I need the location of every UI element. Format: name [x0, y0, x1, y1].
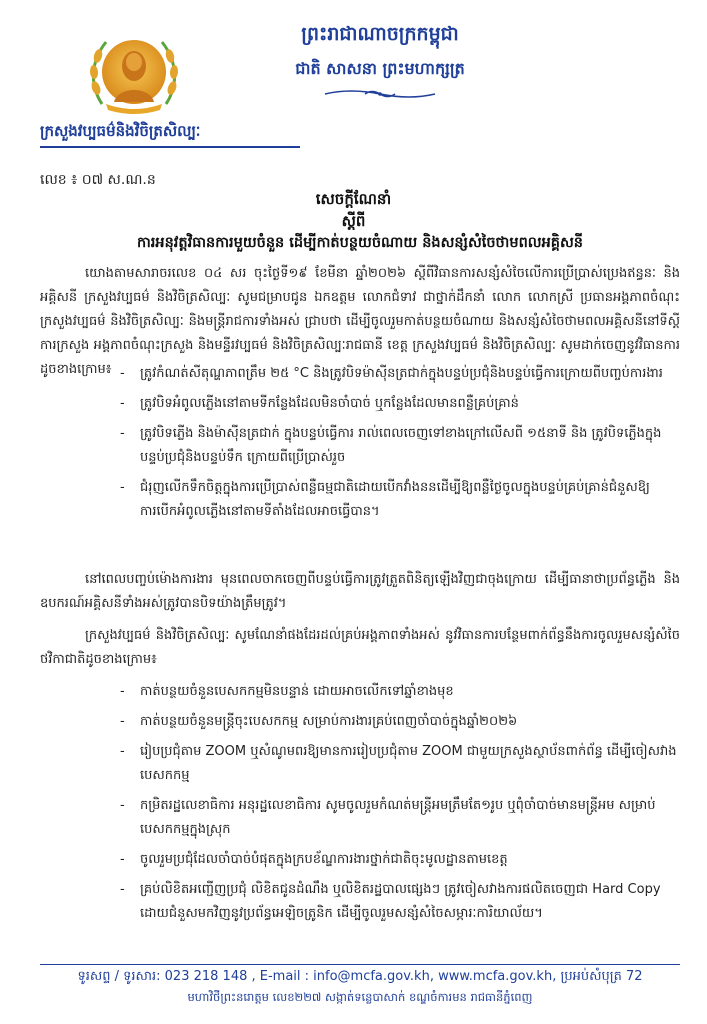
list-item: - ជំរុញលើកទឹកចិត្តក្នុងការប្រើប្រាស់ពន្លឺធម្មជាតិដោយបើកវាំងននដើម្បីឱ្យពន្លឺថ្ងៃចូលក្នុងបន្ទប់គ្រប់គ្រាន់ជំនួសឱ្យការបើកអំពូលភ្លើងនៅតាមទីតាំងដែលអាចធ្វើបាន។ — [120, 480, 650, 519]
ministry-emblem-icon — [84, 26, 184, 116]
budget-measures-list — [120, 680, 680, 932]
footer-divider — [40, 964, 680, 965]
intro-paragraph: យោងតាមសារាចរលេខ ០៤ សរ ចុះថ្ងៃទី១៩ ខែមីនា ឆ្នាំ២០២៦ ស្តីពីវិធានការសន្សំសំចៃលើការប្រើប្រាស់ប្រេងឥន្ធនៈ និងអគ្គិសនី ក្រសួងវប្បធម៌ និងវិចិត្រសិល្បៈ សូមជម្រាបជូន ឯកឧត្តម លោកជំទាវ ជាថ្នាក់ដឹកនាំ លោក លោកស្រី ប្រធានអង្គភាពចំណុះក្រសួងវប្បធម៌ និងវិចិត្រសិល្បៈ និងមន្ត្រីរាជការទាំងអស់ ជ្រាបថា ដើម្បីចូលរួមកាត់បន្ថយចំណាយ និងសន្សំសំចៃថាមពលអគ្គិសនីនៅទីស្តីការក្រសួង អង្គភាពចំណុះក្រសួង និងមន្ទីរវប្បធម៌ និងវិចិត្រសិល្បៈរាជធានី ខេត្ត ក្រសួងវប្បធម៌ និងវិចិត្រសិល្បៈ សូមដាក់ចេញនូវវិធានការដូចខាងក្រោម៖ — [40, 266, 680, 377]
reference-number: លេខ ៖ ០៧ ស.ណ.ន — [40, 172, 156, 188]
closing-check-paragraph: នៅពេលបញ្ចប់ម៉ោងការងារ មុនពេលចាកចេញពីបន្ទប់ធ្វើការត្រូវត្រួតពិនិត្យឡើងវិញជាចុងក្រោយ ដើម្បីធានាថាប្រព័ន្ធភ្លើង និងឧបករណ៍អគ្គិសនីទាំងអស់ត្រូវបានបិទយ៉ាងត្រឹមត្រូវ។ — [40, 572, 680, 611]
measures-list — [120, 362, 680, 530]
list-item-text: រៀបប្រជុំតាម ZOOM ឬសំណូមពរឱ្យមានការរៀបប្រជុំតាម ZOOM ជាមួយក្រសួងស្ថាប័នពាក់ព័ន្ធ ដើម្បីចៀសវាងបេសកកម្ម — [140, 744, 677, 783]
list-item-text: ចូលរួមប្រជុំដែលចាំបាច់បំផុតក្នុងក្របខ័ណ្ឌការងារថ្នាក់ជាតិចុះមូលដ្ឋានតាមខេត្ត — [140, 852, 508, 867]
list-item: - ត្រូវបិទភ្លើង និងម៉ាស៊ីនត្រជាក់ ក្នុងបន្ទប់ធ្វើការ រាល់ពេលចេញទៅខាងក្រៅលើសពី ១៥នាទី និង ត្រូវបិទភ្លើងក្នុងបន្ទប់ប្រជុំនិងបន្ទប់ទឹក ក្រោយពីប្រើប្រាស់រួច — [120, 426, 662, 465]
list-item: - រៀបប្រជុំតាម ZOOM ឬសំណូមពរឱ្យមានការរៀបប្រជុំតាម ZOOM ជាមួយក្រសួងស្ថាប័នពាក់ព័ន្ធ ដើម្បីចៀសវាងបេសកកម្ម — [120, 744, 677, 783]
additional-measures-paragraph: ក្រសួងវប្បធម៌ និងវិចិត្រសិល្បៈ សូមណែនាំផងដែរដល់គ្រប់អង្គភាពទាំងអស់ នូវវិធានការបន្ថែមពាក់ព័ន្ធនឹងការចូលរួមសន្សំសំចៃថវិកាជាតិដូចខាងក្រោម៖ — [40, 628, 680, 667]
list-item-text: ត្រូវបិទភ្លើង និងម៉ាស៊ីនត្រជាក់ ក្នុងបន្ទប់ធ្វើការ រាល់ពេលចេញទៅខាងក្រៅលើសពី ១៥នាទី និង ត្រូវបិទភ្លើងក្នុងបន្ទប់ប្រជុំនិងបន្ទប់ទឹក ក្រោយពីប្រើប្រាស់រួច — [140, 426, 662, 465]
list-item: - កាត់បន្ថយចំនួនមន្ត្រីចុះបេសកកម្ម សម្រាប់ការងារគ្រប់ពេញចាំបាច់ក្នុងឆ្នាំ២០២៦ — [120, 714, 518, 729]
list-item-text: ត្រូវកំណត់សីតុណ្ហភាពត្រឹម ២៥ °C និងត្រូវបិទម៉ាស៊ីនត្រជាក់ក្នុងបន្ទប់ប្រជុំនិងបន្ទប់ធ្វើការក្រោយពីបញ្ចប់ការងារ — [140, 366, 663, 381]
kingdom-heading: ព្រះរាជាណាចក្រកម្ពុជា — [301, 23, 459, 45]
footer-address: មហាវិថីព្រះនរោត្តម លេខ២២៧ សង្កាត់ទន្លេបាសាក់ ខណ្ឌចំការមន រាជធានីភ្នំពេញ — [187, 990, 533, 1004]
list-item: - គ្រប់លិខិតអញ្ជើញប្រជុំ លិខិតជូនដំណឹង ឬលិខិតរដ្ឋបាលផ្សេងៗ ត្រូវចៀសវាងការផលិតចេញជា Hard Copy ដោយជំនួសមកវិញនូវប្រព័ន្ធអេឡិចត្រូនិក ដើម្បីចូលរួមសន្សំសំចៃសម្ភារៈការិយាល័យ។ — [120, 882, 661, 921]
list-item-text: ជំរុញលើកទឹកចិត្តក្នុងការប្រើប្រាស់ពន្លឺធម្មជាតិដោយបើកវាំងននដើម្បីឱ្យពន្លឺថ្ងៃចូលក្នុងបន្ទប់គ្រប់គ្រាន់ជំនួសឱ្យការបើកអំពូលភ្លើងនៅតាមទីតាំងដែលអាចធ្វើបាន។ — [140, 480, 650, 519]
list-item-text: កាត់បន្ថយចំនួនមន្ត្រីចុះបេសកកម្ម សម្រាប់ការងារគ្រប់ពេញចាំបាច់ក្នុងឆ្នាំ២០២៦ — [140, 714, 518, 729]
list-item-text: គ្រប់លិខិតអញ្ជើញប្រជុំ លិខិតជូនដំណឹង ឬលិខិតរដ្ឋបាលផ្សេងៗ ត្រូវចៀសវាងការផលិតចេញជា Hard Copy ដោយជំនួសមកវិញនូវប្រព័ន្ធអេឡិចត្រូនិក ដើម្បីចូលរួមសន្សំសំចៃសម្ភារៈការិយាល័យ។ — [140, 882, 661, 921]
list-item-text: ត្រូវបិទអំពូលភ្លើងនៅតាមទីកន្លែងដែលមិនចាំបាច់ ឬកន្លែងដែលមានពន្លឺគ្រប់គ្រាន់ — [140, 396, 519, 411]
ministry-name: ក្រសួងវប្បធម៌និងវិចិត្រសិល្បៈ — [40, 122, 300, 148]
footer-contact: ទូរសព្ទ / ទូរសារ: 023 218 148 , E-mail : info@mcfa.gov.kh, www.mcfa.gov.kh, ប្រអប់សំបុត្រ 72 — [77, 969, 643, 984]
list-item: - ចូលរួមប្រជុំដែលចាំបាច់បំផុតក្នុងក្របខ័ណ្ឌការងារថ្នាក់ជាតិចុះមូលដ្ឋានតាមខេត្ត — [120, 852, 508, 867]
list-item: - ត្រូវបិទអំពូលភ្លើងនៅតាមទីកន្លែងដែលមិនចាំបាច់ ឬកន្លែងដែលមានពន្លឺគ្រប់គ្រាន់ — [120, 396, 519, 411]
national-motto: ជាតិ សាសនា ព្រះមហាក្សត្រ — [295, 59, 465, 78]
decorative-divider-icon — [320, 88, 440, 100]
document-subject: ការអនុវត្តវិធានការមួយចំនួន ដើម្បីកាត់បន្ថយចំណាយ និងសន្សំសំចៃថាមពលអគ្គិសនី — [136, 235, 584, 251]
list-item: - កាត់បន្ថយចំនួនបេសកកម្មមិនបន្ទាន់ ដោយអាចលើកទៅឆ្នាំខាងមុខ — [120, 684, 454, 699]
document-title: សេចក្តីណែនាំ — [315, 190, 392, 208]
list-item: - ត្រូវកំណត់សីតុណ្ហភាពត្រឹម ២៥ °C និងត្រូវបិទម៉ាស៊ីនត្រជាក់ក្នុងបន្ទប់ប្រជុំនិងបន្ទប់ធ្វើការក្រោយពីបញ្ចប់ការងារ — [120, 366, 663, 381]
list-item-text: កម្រិតរដ្ឋលេខាធិការ អនុរដ្ឋលេខាធិការ សូមចូលរួមកំណត់មន្ត្រីអមត្រឹមតែ១រូប ឬពុំចាំបាច់មានមន្ត្រីអម សម្រាប់បេសកកម្មក្នុងស្រុក — [140, 798, 656, 837]
list-item: - កម្រិតរដ្ឋលេខាធិការ អនុរដ្ឋលេខាធិការ សូមចូលរួមកំណត់មន្ត្រីអមត្រឹមតែ១រូប ឬពុំចាំបាច់មានមន្ត្រីអម សម្រាប់បេសកកម្មក្នុងស្រុក — [120, 798, 656, 837]
list-item-text: កាត់បន្ថយចំនួនបេសកកម្មមិនបន្ទាន់ ដោយអាចលើកទៅឆ្នាំខាងមុខ — [140, 684, 454, 699]
document-subtitle-about: ស្តីពី — [341, 212, 366, 230]
